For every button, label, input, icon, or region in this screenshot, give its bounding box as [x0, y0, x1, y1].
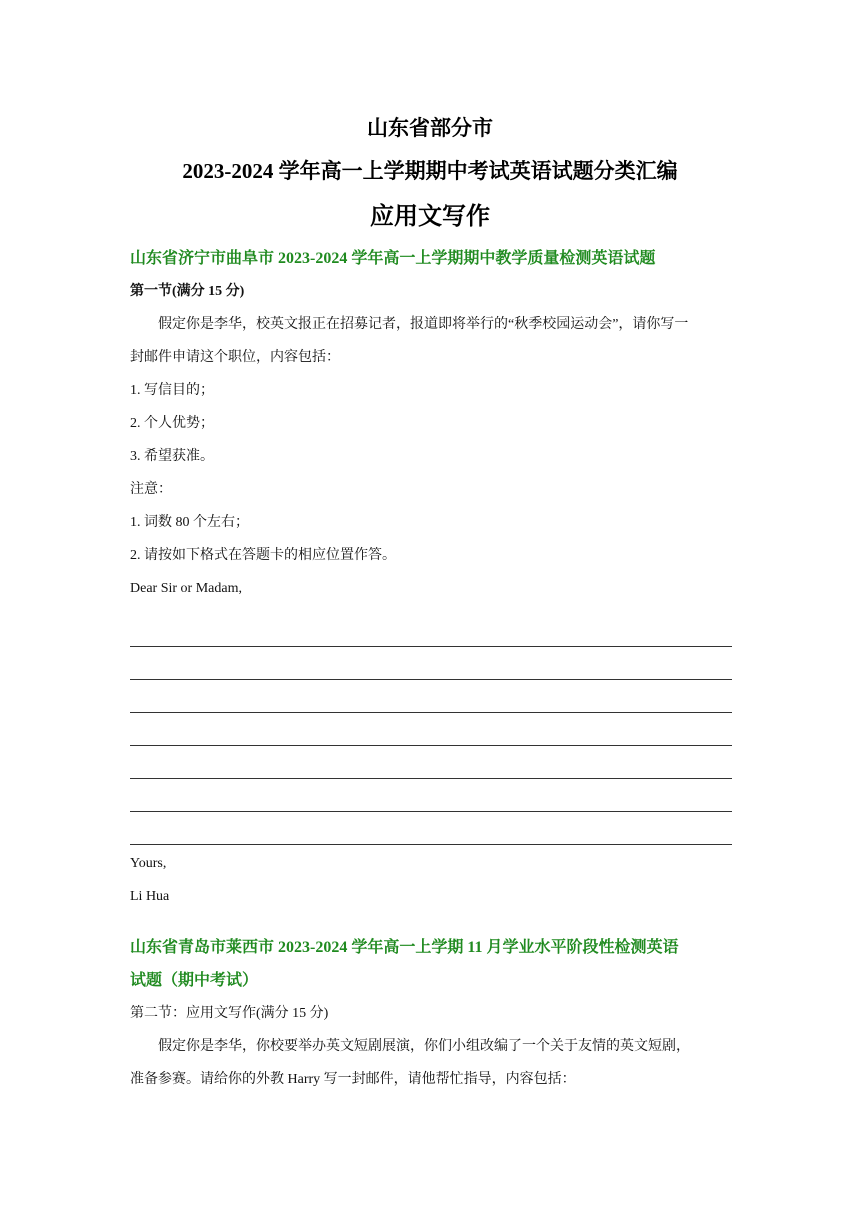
section1-note: 2. 请按如下格式在答题卡的相应位置作答。 — [130, 548, 396, 563]
answer-lines — [130, 605, 732, 845]
section1-item: 1. 写信目的； — [130, 383, 214, 398]
answer-line — [130, 647, 732, 680]
letter-signature: Li Hua — [130, 889, 170, 904]
section1-item: 2. 个人优势； — [130, 416, 214, 431]
section2-heading-line2: 试题（期中考试） — [130, 972, 259, 989]
answer-line — [130, 713, 732, 746]
section2-prompt-line1: 假定你是李华，你校要举办英文短剧展演，你们小组改编了一个关于友情的英文短剧， — [158, 1039, 690, 1054]
answer-line — [130, 812, 732, 845]
section1-note-label: 注意： — [130, 482, 172, 497]
section1-heading: 山东省济宁市曲阜市 2023-2024 学年高一上学期期中教学质量检测英语试题 — [130, 250, 656, 267]
section2-prompt-line2: 准备参赛。请给你的外教 Harry 写一封邮件，请他帮忙指导，内容包括： — [130, 1072, 576, 1087]
answer-line — [130, 746, 732, 779]
answer-line — [130, 779, 732, 812]
section-gap — [130, 913, 732, 931]
section1-prompt-line1: 假定你是李华，校英文报正在招募记者，报道即将举行的“秋季校园运动会”，请你写一 — [158, 317, 689, 332]
doc-title-year: 2023-2024 学年高一上学期期中考试英语试题分类汇编 — [182, 159, 678, 183]
letter-closing: Yours, — [130, 856, 167, 871]
answer-line — [130, 605, 732, 647]
doc-title-topic: 应用文写作 — [370, 204, 490, 230]
section2-heading-line1: 山东省青岛市莱西市 2023-2024 学年高一上学期 11 月学业水平阶段性检测英语 — [130, 939, 679, 956]
document-body — [130, 242, 732, 1096]
section1-note: 1. 词数 80 个左右； — [130, 515, 249, 530]
answer-line — [130, 680, 732, 713]
section2-part: 第二节：应用文写作(满分 15 分) — [130, 1006, 329, 1021]
section1-item: 3. 希望获准。 — [130, 449, 214, 464]
letter-salutation: Dear Sir or Madam, — [130, 581, 242, 596]
doc-title-region: 山东省部分市 — [367, 116, 493, 140]
section1-prompt-line2: 封邮件申请这个职位，内容包括： — [130, 350, 340, 365]
section1-part: 第一节(满分 15 分) — [130, 284, 245, 299]
